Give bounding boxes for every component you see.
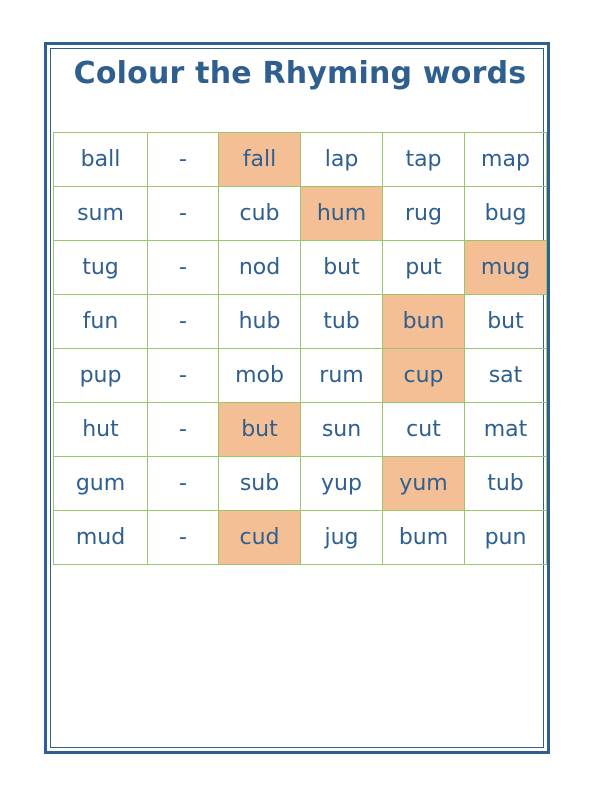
- option-word-cell[interactable]: map: [465, 133, 547, 187]
- option-word-cell[interactable]: bug: [465, 187, 547, 241]
- option-word-cell[interactable]: rug: [383, 187, 465, 241]
- option-word-cell[interactable]: tub: [301, 295, 383, 349]
- word-row: [54, 295, 547, 349]
- target-word-cell: sum: [54, 187, 148, 241]
- word-row: [54, 511, 547, 565]
- option-word-cell[interactable]: tap: [383, 133, 465, 187]
- word-row: [54, 349, 547, 403]
- option-word-cell[interactable]: mug: [465, 241, 547, 295]
- word-row: [54, 133, 547, 187]
- word-row: [54, 403, 547, 457]
- option-word-cell[interactable]: yup: [301, 457, 383, 511]
- option-word-cell[interactable]: mat: [465, 403, 547, 457]
- option-word-cell[interactable]: bum: [383, 511, 465, 565]
- option-word-cell[interactable]: tub: [465, 457, 547, 511]
- target-word-cell: tug: [54, 241, 148, 295]
- option-word-cell[interactable]: hum: [301, 187, 383, 241]
- option-word-cell[interactable]: cup: [383, 349, 465, 403]
- dash-separator: -: [148, 295, 219, 349]
- dash-separator: -: [148, 133, 219, 187]
- option-word-cell[interactable]: bun: [383, 295, 465, 349]
- option-word-cell[interactable]: nod: [219, 241, 301, 295]
- option-word-cell[interactable]: pun: [465, 511, 547, 565]
- option-word-cell[interactable]: sub: [219, 457, 301, 511]
- option-word-cell[interactable]: hub: [219, 295, 301, 349]
- option-word-cell[interactable]: lap: [301, 133, 383, 187]
- option-word-cell[interactable]: cud: [219, 511, 301, 565]
- rhyming-words-table: [53, 132, 547, 565]
- option-word-cell[interactable]: sat: [465, 349, 547, 403]
- option-word-cell[interactable]: sun: [301, 403, 383, 457]
- option-word-cell[interactable]: cut: [383, 403, 465, 457]
- option-word-cell[interactable]: fall: [219, 133, 301, 187]
- option-word-cell[interactable]: put: [383, 241, 465, 295]
- target-word-cell: ball: [54, 133, 148, 187]
- target-word-cell: hut: [54, 403, 148, 457]
- dash-separator: -: [148, 457, 219, 511]
- dash-separator: -: [148, 241, 219, 295]
- dash-separator: -: [148, 511, 219, 565]
- word-row: [54, 241, 547, 295]
- option-word-cell[interactable]: jug: [301, 511, 383, 565]
- word-row: [54, 187, 547, 241]
- option-word-cell[interactable]: yum: [383, 457, 465, 511]
- option-word-cell[interactable]: but: [301, 241, 383, 295]
- target-word-cell: gum: [54, 457, 148, 511]
- option-word-cell[interactable]: rum: [301, 349, 383, 403]
- dash-separator: -: [148, 187, 219, 241]
- option-word-cell[interactable]: mob: [219, 349, 301, 403]
- option-word-cell[interactable]: but: [219, 403, 301, 457]
- option-word-cell[interactable]: cub: [219, 187, 301, 241]
- target-word-cell: mud: [54, 511, 148, 565]
- dash-separator: -: [148, 349, 219, 403]
- target-word-cell: fun: [54, 295, 148, 349]
- dash-separator: -: [148, 403, 219, 457]
- target-word-cell: pup: [54, 349, 148, 403]
- option-word-cell[interactable]: but: [465, 295, 547, 349]
- worksheet-title: Colour the Rhyming words: [73, 56, 527, 91]
- word-row: [54, 457, 547, 511]
